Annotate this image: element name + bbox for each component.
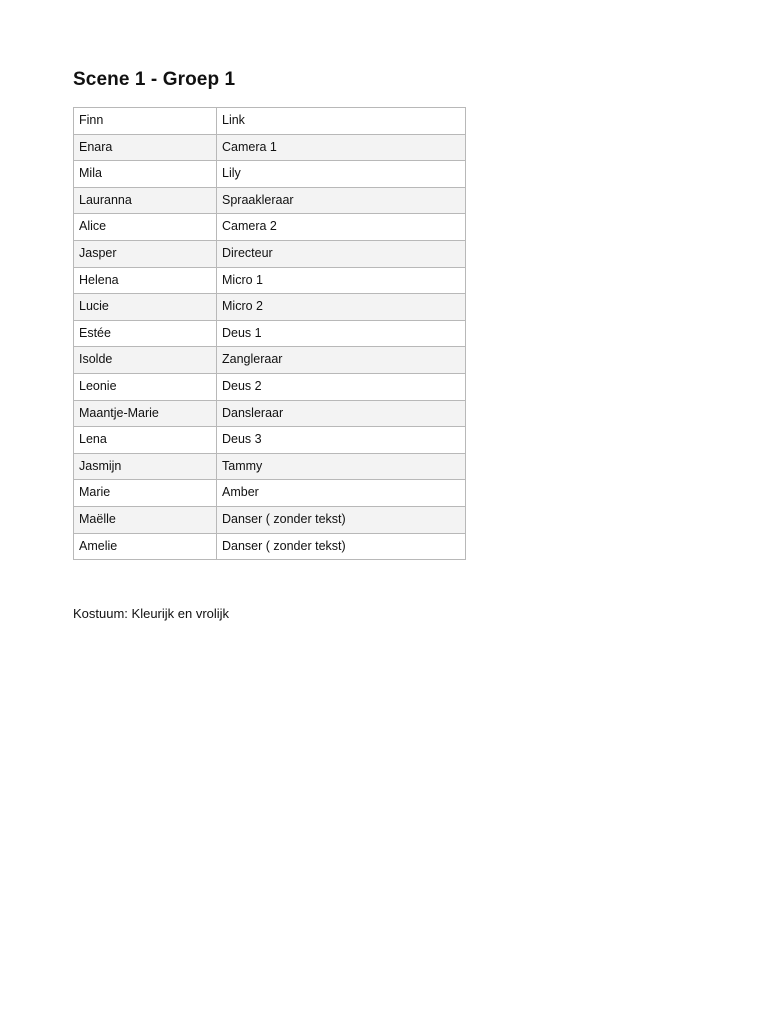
table-row [74, 320, 466, 347]
role-cell: Dansleraar [217, 400, 466, 427]
role-cell: Danser ( zonder tekst) [217, 506, 466, 533]
table-row [74, 347, 466, 374]
table-row [74, 480, 466, 507]
actor-name-cell: Maantje-Marie [74, 400, 217, 427]
table-row [74, 294, 466, 321]
role-cell: Lily [217, 161, 466, 188]
role-cell: Deus 3 [217, 427, 466, 454]
actor-name-cell: Alice [74, 214, 217, 241]
table-row [74, 161, 466, 188]
table-row [74, 187, 466, 214]
table-row [74, 240, 466, 267]
actor-name-cell: Finn [74, 108, 217, 135]
cast-table [73, 107, 466, 560]
table-row [74, 134, 466, 161]
actor-name-cell: Lauranna [74, 187, 217, 214]
actor-name-cell: Lucie [74, 294, 217, 321]
actor-name-cell: Leonie [74, 373, 217, 400]
role-cell: Tammy [217, 453, 466, 480]
actor-name-cell: Maëlle [74, 506, 217, 533]
role-cell: Zangleraar [217, 347, 466, 374]
role-cell: Camera 2 [217, 214, 466, 241]
role-cell: Camera 1 [217, 134, 466, 161]
actor-name-cell: Enara [74, 134, 217, 161]
actor-name-cell: Estée [74, 320, 217, 347]
actor-name-cell: Amelie [74, 533, 217, 560]
role-cell: Micro 1 [217, 267, 466, 294]
table-row [74, 400, 466, 427]
cast-table-body [74, 108, 466, 560]
actor-name-cell: Helena [74, 267, 217, 294]
role-cell: Link [217, 108, 466, 135]
costume-note: Kostuum: Kleurijk en vrolijk [73, 606, 230, 621]
table-row [74, 214, 466, 241]
role-cell: Deus 1 [217, 320, 466, 347]
actor-name-cell: Lena [74, 427, 217, 454]
role-cell: Micro 2 [217, 294, 466, 321]
table-row [74, 506, 466, 533]
role-cell: Deus 2 [217, 373, 466, 400]
table-row [74, 108, 466, 135]
table-row [74, 533, 466, 560]
role-cell: Directeur [217, 240, 466, 267]
table-row [74, 373, 466, 400]
role-cell: Spraakleraar [217, 187, 466, 214]
table-row [74, 427, 466, 454]
actor-name-cell: Jasper [74, 240, 217, 267]
actor-name-cell: Marie [74, 480, 217, 507]
actor-name-cell: Mila [74, 161, 217, 188]
page-title: Scene 1 - Groep 1 [73, 69, 236, 90]
role-cell: Danser ( zonder tekst) [217, 533, 466, 560]
actor-name-cell: Jasmijn [74, 453, 217, 480]
role-cell: Amber [217, 480, 466, 507]
actor-name-cell: Isolde [74, 347, 217, 374]
table-row [74, 453, 466, 480]
table-row [74, 267, 466, 294]
